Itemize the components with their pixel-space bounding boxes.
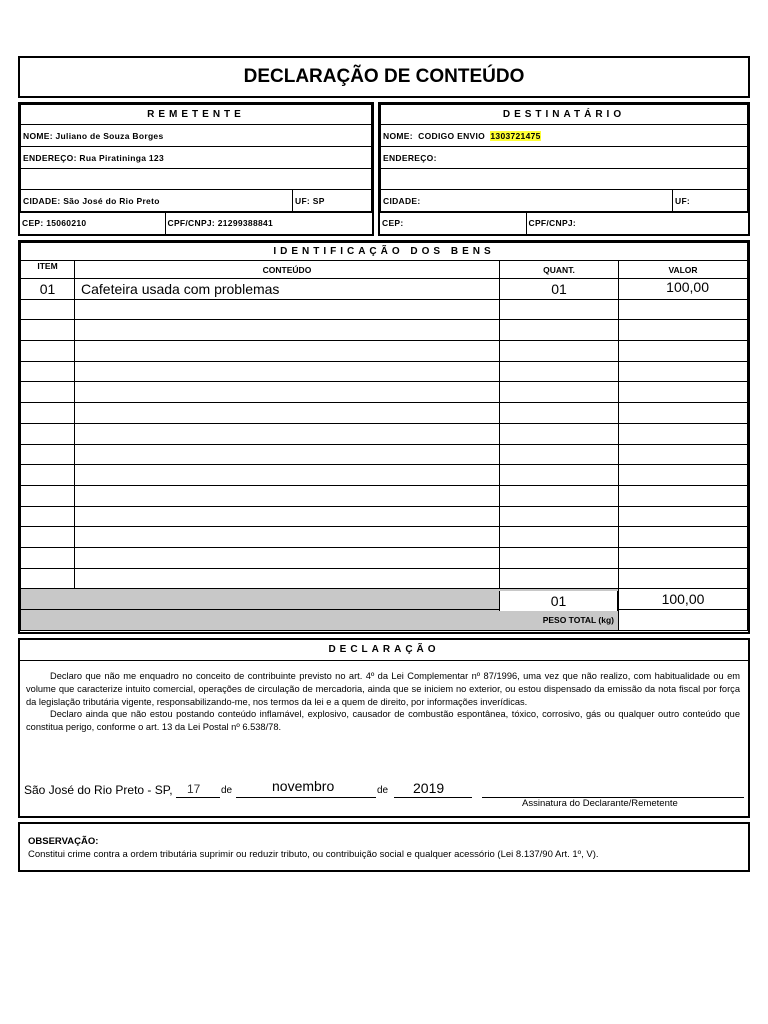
valor-cell[interactable]	[619, 527, 748, 548]
table-row	[21, 547, 748, 568]
conteudo-cell[interactable]	[75, 341, 500, 362]
col-valor-header: VALOR	[619, 261, 748, 279]
quant-cell[interactable]	[500, 299, 619, 320]
conteudo-cell[interactable]	[75, 568, 500, 589]
conteudo-cell[interactable]	[75, 423, 500, 444]
codigo-envio: 1303721475	[490, 130, 541, 141]
destinatario-cpf-field[interactable]	[526, 212, 748, 234]
item-cell[interactable]	[21, 320, 75, 341]
table-row	[21, 568, 748, 589]
quant-cell[interactable]	[500, 423, 619, 444]
peso-total-value[interactable]	[619, 610, 748, 631]
remetente-uf-field[interactable]	[293, 190, 372, 212]
remetente-cidade: São José do Rio Preto	[63, 195, 160, 206]
valor-cell[interactable]	[619, 361, 748, 382]
item-cell[interactable]	[21, 547, 75, 568]
cidade-label: CIDADE:	[383, 195, 421, 206]
remetente-uf: SP	[312, 195, 325, 206]
valor-cell[interactable]	[619, 382, 748, 403]
table-row	[21, 403, 748, 424]
valor-cell[interactable]	[619, 403, 748, 424]
document-title-box	[18, 56, 750, 98]
totais-quant-cell[interactable]	[499, 591, 618, 611]
destinatario-table	[380, 104, 748, 212]
valor-cell[interactable]	[619, 547, 748, 568]
quant-cell[interactable]	[500, 568, 619, 589]
ano-line[interactable]	[394, 797, 472, 798]
remetente-section	[18, 102, 374, 236]
nome-label: NOME:	[23, 130, 53, 141]
quant-cell[interactable]	[500, 382, 619, 403]
assinatura-label: Assinatura do Declarante/Remetente	[522, 798, 678, 809]
remetente-cep-table	[20, 212, 372, 235]
declaracao-section	[18, 638, 750, 818]
valor-cell[interactable]	[619, 341, 748, 362]
conteudo-cell[interactable]	[75, 485, 500, 506]
quant-cell[interactable]	[500, 341, 619, 362]
bens-table	[20, 242, 748, 631]
item-cell[interactable]	[21, 341, 75, 362]
valor-cell[interactable]: 100,00	[619, 279, 748, 300]
mes-value: novembro	[272, 778, 335, 794]
destinatario-header: DESTINATÁRIO	[381, 105, 748, 125]
table-row	[21, 527, 748, 548]
remetente-header: REMETENTE	[21, 105, 372, 125]
quant-cell[interactable]	[500, 547, 619, 568]
valor-cell[interactable]	[619, 444, 748, 465]
destinatario-nome: CODIGO ENVIO	[418, 130, 486, 141]
table-row	[21, 485, 748, 506]
item-cell[interactable]: 01	[21, 279, 75, 300]
destinatario-cidade-field[interactable]	[381, 190, 673, 212]
remetente-endereco: Rua Piratininga 123	[79, 152, 164, 163]
destinatario-endereco-field[interactable]	[381, 147, 748, 169]
mes-line[interactable]	[236, 797, 376, 798]
conteudo-cell[interactable]	[75, 361, 500, 382]
item-cell[interactable]	[21, 299, 75, 320]
item-cell[interactable]	[21, 568, 75, 589]
quant-cell[interactable]	[500, 361, 619, 382]
cep-label: CEP:	[382, 218, 404, 229]
dia-value: 17	[187, 782, 201, 796]
observacao-label: OBSERVAÇÃO:	[28, 836, 99, 847]
item-cell[interactable]	[21, 485, 75, 506]
declaracao-p2: Declaro ainda que não estou postando conteúdo inflamável, explosivo, causador de combustão espontânea, tóxico, corrosivo, gás ou qualquer outro conteúdo que constitua perigo, conforme o art. 13 da Lei Postal nº 6.538/78.	[26, 709, 740, 733]
conteudo-cell[interactable]	[75, 527, 500, 548]
table-row	[21, 361, 748, 382]
observacao-text: Constitui crime contra a ordem tributária suprimir ou reduzir tributo, ou contribuição social e qualquer acessório (Lei 8.137/90 Art. 1º, V).	[28, 849, 599, 860]
remetente-cidade-field[interactable]	[21, 190, 293, 212]
destinatario-cep-field[interactable]	[380, 212, 526, 234]
item-cell[interactable]	[21, 506, 75, 527]
item-cell[interactable]	[21, 465, 75, 486]
de-text-2: de	[377, 785, 389, 796]
bens-section	[18, 240, 750, 634]
conteudo-cell[interactable]	[75, 444, 500, 465]
table-row	[21, 299, 748, 320]
declaracao-header: DECLARAÇÃO	[20, 640, 748, 661]
remetente-cpf: 21299388841	[217, 218, 274, 229]
local-text: São José do Rio Preto - SP,	[24, 783, 173, 797]
valor-cell[interactable]	[619, 485, 748, 506]
quant-cell[interactable]	[500, 485, 619, 506]
col-item-header: ITEM	[21, 261, 75, 279]
remetente-nome: Juliano de Souza Borges	[55, 130, 164, 141]
conteudo-cell[interactable]: Cafeteira usada com problemas	[75, 279, 500, 300]
quant-cell[interactable]	[500, 444, 619, 465]
quant-cell[interactable]	[500, 320, 619, 341]
valor-cell[interactable]	[619, 299, 748, 320]
conteudo-cell[interactable]	[75, 506, 500, 527]
table-row	[21, 382, 748, 403]
remetente-cpf-field[interactable]	[165, 212, 372, 234]
declaracao-text	[26, 670, 740, 734]
col-conteudo-header: CONTEÚDO	[75, 261, 500, 279]
declaracao-p1: Declaro que não me enquadro no conceito de contribuinte previsto no art. 4º da Lei Complementar nº 87/1996, uma vez que não realizo, com habitualidade ou em volume que caracterize intuito comercial, operações de circulação de mercadoria, ainda que se iniciem no exterior, ou estou dispensado da emissão da nota fiscal por força da legislação tributária vigente, responsabilizando-me, nos termos da lei e a quem de direito, por informações inverídicas.	[26, 671, 740, 707]
dia-line[interactable]	[176, 797, 220, 798]
table-row	[21, 320, 748, 341]
conteudo-cell[interactable]	[75, 320, 500, 341]
item-cell[interactable]	[21, 382, 75, 403]
remetente-table	[20, 104, 372, 212]
endereco-label: ENDEREÇO:	[383, 152, 437, 163]
item-cell[interactable]	[21, 361, 75, 382]
quant-cell[interactable]	[500, 527, 619, 548]
item-cell[interactable]	[21, 527, 75, 548]
table-row	[21, 506, 748, 527]
destinatario-endereco-line2[interactable]	[381, 169, 748, 190]
bens-rows	[21, 279, 748, 589]
remetente-endereco-line2[interactable]	[21, 169, 372, 190]
quant-cell[interactable]	[500, 465, 619, 486]
conteudo-cell[interactable]	[75, 382, 500, 403]
valor-cell[interactable]	[619, 423, 748, 444]
bens-header: IDENTIFICAÇÃO DOS BENS	[21, 243, 748, 261]
totais-valor: 100,00	[661, 591, 705, 608]
remetente-cep-field[interactable]	[20, 212, 165, 234]
de-text-1: de	[221, 785, 233, 796]
remetente-cep: 15060210	[46, 218, 87, 229]
valor-cell[interactable]	[619, 506, 748, 527]
valor-cell[interactable]	[619, 568, 748, 589]
item-cell[interactable]	[21, 444, 75, 465]
table-row	[21, 465, 748, 486]
cpf-label: CPF/CNPJ:	[167, 218, 216, 229]
destinatario-cep-table	[380, 212, 748, 235]
totais-quant: 01	[550, 593, 567, 609]
destinatario-nome-field[interactable]	[381, 125, 748, 147]
uf-label: UF:	[295, 195, 311, 206]
conteudo-cell[interactable]	[75, 547, 500, 568]
cep-label: CEP:	[22, 218, 44, 229]
endereco-label: ENDEREÇO:	[23, 152, 77, 163]
table-row	[21, 423, 748, 444]
remetente-nome-field[interactable]	[21, 125, 372, 147]
quant-cell[interactable]	[500, 506, 619, 527]
item-cell[interactable]	[21, 403, 75, 424]
cidade-label: CIDADE:	[23, 195, 61, 206]
item-cell[interactable]	[21, 423, 75, 444]
conteudo-cell[interactable]	[75, 299, 500, 320]
valor-cell[interactable]	[619, 465, 748, 486]
document-title: DECLARAÇÃO DE CONTEÚDO	[243, 66, 525, 87]
valor-cell[interactable]	[619, 320, 748, 341]
quant-cell[interactable]	[500, 403, 619, 424]
col-quant-header: QUANT.	[500, 261, 619, 279]
remetente-endereco-field[interactable]	[21, 147, 372, 169]
destinatario-uf-field[interactable]	[673, 190, 748, 212]
cpf-label: CPF/CNPJ:	[528, 218, 577, 229]
conteudo-cell[interactable]	[75, 465, 500, 486]
ano-value: 2019	[413, 780, 445, 796]
table-row	[21, 341, 748, 362]
peso-total-label: PESO TOTAL (kg)	[21, 610, 619, 631]
observacao-section	[18, 822, 750, 872]
table-row	[21, 444, 748, 465]
totais-valor-cell[interactable]	[619, 589, 748, 610]
table-row	[21, 279, 748, 300]
quant-cell[interactable]: 01	[500, 279, 619, 300]
conteudo-cell[interactable]	[75, 403, 500, 424]
destinatario-section	[378, 102, 750, 236]
uf-label: UF:	[675, 195, 691, 206]
nome-label: NOME:	[383, 130, 413, 141]
